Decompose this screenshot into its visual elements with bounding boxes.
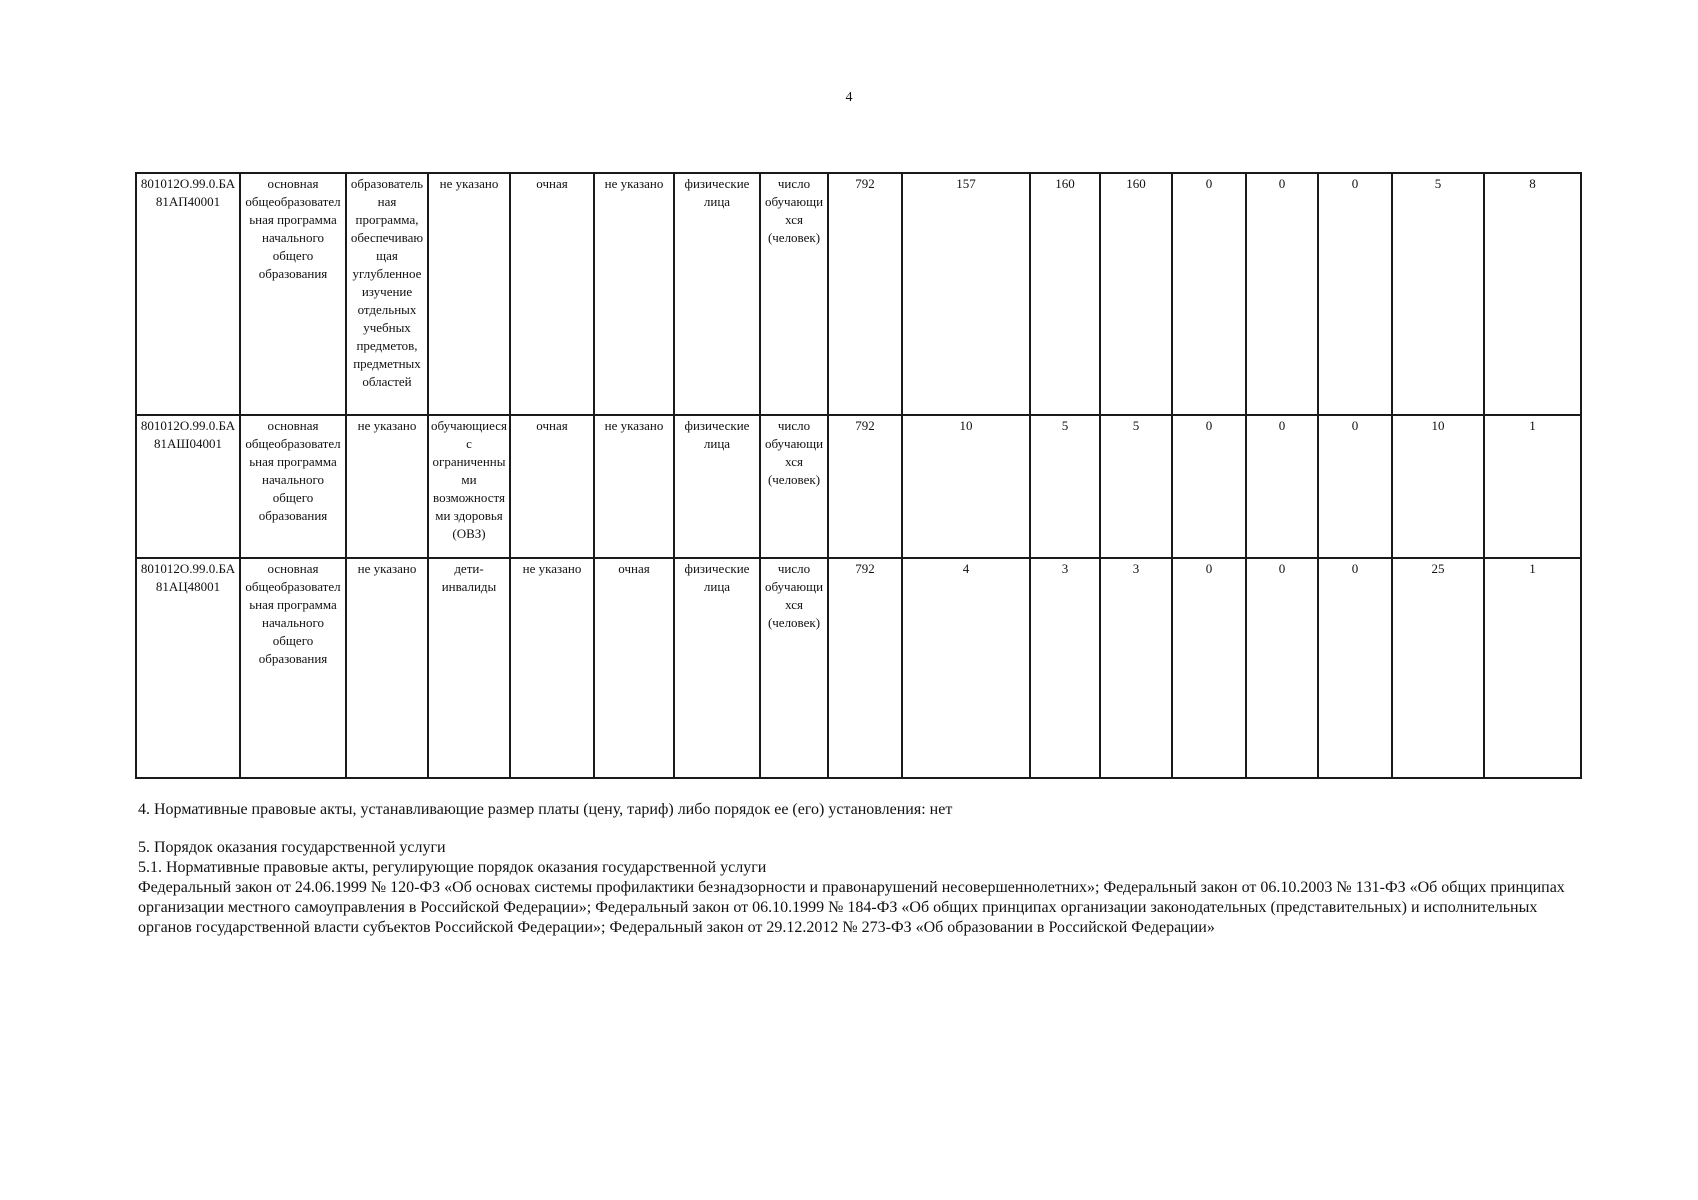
value-cell: 0 [1246, 415, 1318, 558]
value-cell: 0 [1172, 415, 1246, 558]
education-form: очная [510, 173, 594, 415]
approved-value: 157 [902, 173, 1030, 415]
value-cell: 10 [1392, 415, 1484, 558]
education-place: не указано [594, 173, 674, 415]
value-cell: 0 [1246, 173, 1318, 415]
value-cell: 160 [1100, 173, 1172, 415]
value-cell: 160 [1030, 173, 1100, 415]
registry-code: 801012О.99.0.БА81АШ04001 [136, 415, 240, 558]
education-form: очная [510, 415, 594, 558]
table-row [136, 415, 1581, 558]
registry-code: 801012О.99.0.БА81АП40001 [136, 173, 240, 415]
value-cell: 5 [1030, 415, 1100, 558]
legal-acts-paragraph: Федеральный закон от 24.06.1999 № 120-ФЗ «Об основах системы профилактики безнадзорности и правонарушений несовершеннолетних»; Федеральный закон от 06.10.2003 № 131-ФЗ «Об общих принципах организации местного самоуправления в Российской Федерации»; Федеральный закон от 06.10.1999 № 184-ФЗ «Об общих принципах организации законодательных (представительных) и исполнительных органов государственной власти субъектов Российской Федерации»; Федеральный закон от 29.12.2012 № 273-ФЗ «Об образовании в Российской Федерации» [138, 879, 1565, 936]
education-place: не указано [594, 415, 674, 558]
value-cell: 0 [1172, 558, 1246, 778]
approved-value: 4 [902, 558, 1030, 778]
consumers: физические лица [674, 415, 760, 558]
value-cell: 0 [1246, 558, 1318, 778]
table-row [136, 558, 1581, 778]
section-5-heading: 5. Порядок оказания государственной услуги [138, 839, 446, 856]
consumers: физические лица [674, 558, 760, 778]
page-number: 4 [845, 90, 853, 105]
value-cell: 1 [1484, 558, 1581, 778]
value-cell: 8 [1484, 173, 1581, 415]
education-place: очная [594, 558, 674, 778]
program-kind: не указано [346, 558, 428, 778]
value-cell: 3 [1030, 558, 1100, 778]
value-cell: 5 [1392, 173, 1484, 415]
students-category: не указано [428, 173, 510, 415]
okei-code: 792 [828, 173, 902, 415]
value-cell: 0 [1318, 415, 1392, 558]
value-cell: 0 [1318, 558, 1392, 778]
program-name: основная общеобразовательная программа начального общего образования [240, 415, 346, 558]
section-4-paragraph: 4. Нормативные правовые акты, устанавливающие размер платы (цену, тариф) либо порядок ее (его) установления: нет [138, 801, 953, 818]
students-category: дети-инвалиды [428, 558, 510, 778]
registry-code: 801012О.99.0.БА81АЦ48001 [136, 558, 240, 778]
consumers: физические лица [674, 173, 760, 415]
value-cell: 5 [1100, 415, 1172, 558]
section-5-1-heading: 5.1. Нормативные правовые акты, регулирующие порядок оказания государственной услуги [138, 859, 767, 876]
indicator-name: число обучающихся (человек) [760, 558, 828, 778]
value-cell: 0 [1172, 173, 1246, 415]
program-kind: не указано [346, 415, 428, 558]
approved-value: 10 [902, 415, 1030, 558]
value-cell: 1 [1484, 415, 1581, 558]
program-name: основная общеобразовательная программа начального общего образования [240, 173, 346, 415]
value-cell: 25 [1392, 558, 1484, 778]
okei-code: 792 [828, 558, 902, 778]
table-row [136, 173, 1581, 415]
students-category: обучающиеся с ограниченными возможностями здоровья (ОВЗ) [428, 415, 510, 558]
program-kind: образовательная программа, обеспечивающая углубленное изучение отдельных учебных предметов, предметных областей [346, 173, 428, 415]
okei-code: 792 [828, 415, 902, 558]
program-name: основная общеобразовательная программа начального общего образования [240, 558, 346, 778]
indicator-name: число обучающихся (человек) [760, 173, 828, 415]
value-cell: 3 [1100, 558, 1172, 778]
indicator-name: число обучающихся (человек) [760, 415, 828, 558]
service-volume-table [135, 172, 1582, 779]
value-cell: 0 [1318, 173, 1392, 415]
education-form: не указано [510, 558, 594, 778]
